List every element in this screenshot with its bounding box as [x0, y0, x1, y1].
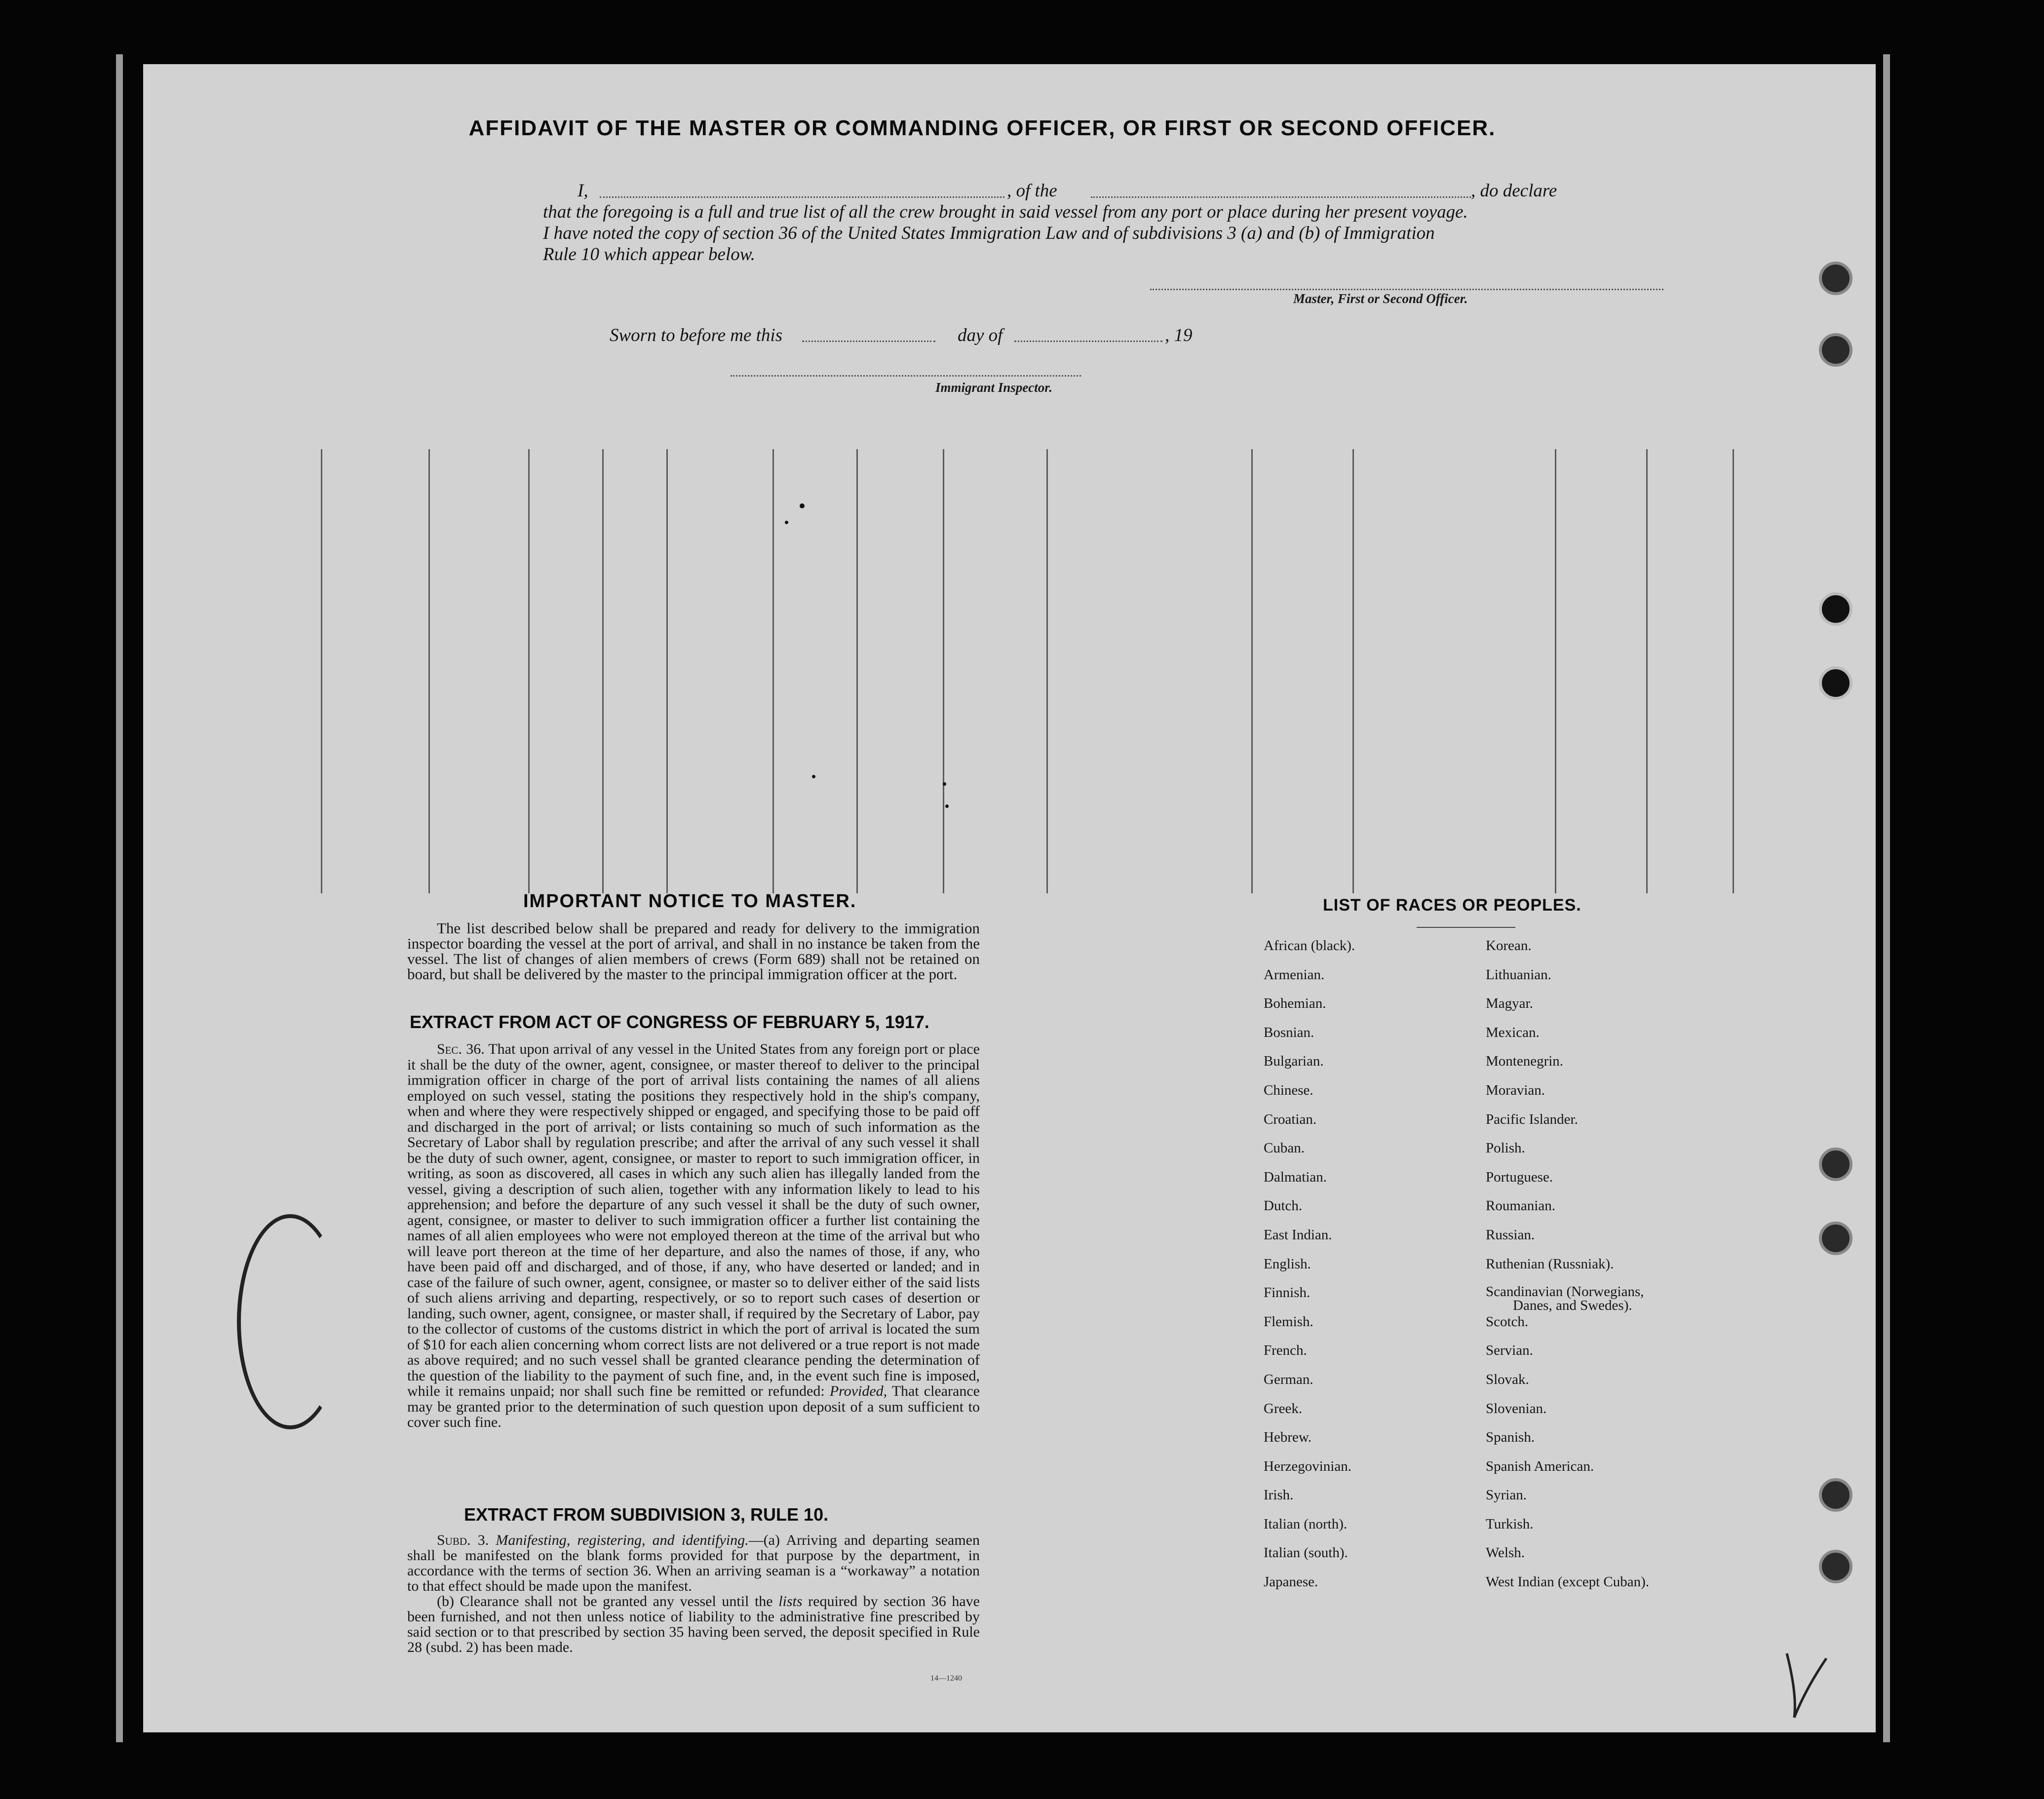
scan-speck: [943, 782, 946, 786]
table-rule: [666, 449, 668, 893]
race-item: Finnish.: [1264, 1285, 1311, 1301]
race-item: Scandinavian (Norwegians,: [1486, 1284, 1644, 1300]
table-rule: [321, 449, 322, 893]
subd-para-b-lists: lists: [778, 1593, 803, 1609]
binder-hole: [1819, 333, 1852, 367]
race-item: Syrian.: [1486, 1487, 1527, 1503]
race-item: Servian.: [1486, 1342, 1533, 1359]
table-rule: [1555, 449, 1556, 893]
race-item: Russian.: [1486, 1226, 1535, 1243]
section-36-body: That upon arrival of any vessel in the United States from any foreign port or place it shall be the duty of the owner, agent, consignee, or master thereof to deliver to the principal immigration officer in charge of the port of arrival lists containing the names of all aliens employed on such vessel, stating the positions they respectively hold in the ship's company, when and where they were respectively shipped or engaged, and specifying those to be paid off and discharged in the port of arrival; or lists containing so much of such information as the Secretary of Labor shall by regulation prescribe; and after the arrival of any such vessel it shall be the duty of such owner, agent, consignee, or master to report to such immigration officer, in writing, as soon as discovered, all cases in which any such alien has illegally landed from the vessel, giving a description of such alien, together with any information likely to lead to his apprehension; and before the departure of any such vessel it shall be the duty of such owner, agent, consignee, or master to deliver to such immigration officer a further list containing the names of all alien employees who were not employed thereon at the time of the arrival but who will leave port thereon at the time of her departure, and also the names of those, if any, who have been paid off and discharged, and of those, if any, who have deserted or landed; and in case of the failure of such owner, agent, consignee, or master so to deliver either of the said lists of such aliens arriving and departing, respectively, or so to report such cases of desertion or landing, such owner, agent, consignee, or master shall, if required by the Secretary of Labor, pay to the collector of customs of the customs district in which the port of arrival is located the sum of $10 for each alien concerning whom correct lists are not delivered or a true report is not made as above required; and no such vessel shall be granted clearance pending the determination of the question of the liability to the payment of such fine, and, in the event such fine is imposed, while it remains unpaid; nor shall such fine be remitted or refunded:: [407, 1041, 980, 1399]
race-item: Chinese.: [1264, 1082, 1313, 1098]
race-item: East Indian.: [1264, 1226, 1332, 1243]
binder-hole: [1819, 1148, 1852, 1181]
handwritten-mark: [1777, 1644, 1836, 1727]
table-rule: [1646, 449, 1648, 893]
race-item: Bohemian.: [1264, 995, 1326, 1012]
notice-body: The list described below shall be prepared and ready for delivery to the immigration inspector boarding the vessel at the port of arrival, and shall in no instance be taken from the vessel. The list of changes of alien members of crews (Form 689) shall not be retained on board, but shall be delivered by the master to the principal immigration officer at the port.: [407, 919, 980, 983]
table-rule: [1733, 449, 1734, 893]
table-rule: [856, 449, 858, 893]
inspector-signature-caption: Immigrant Inspector.: [935, 380, 1053, 395]
master-signature-blank[interactable]: [1150, 289, 1663, 290]
subd-para-a: —(a) Arriving and departing seamen shall be manifested on the blank forms provided for that purpose by the department, in accordance with the terms of section 36. When an arriving seaman is a “workaway” a notation to that effect should be made upon the manifest.: [407, 1532, 980, 1594]
race-item: Bulgarian.: [1264, 1053, 1324, 1070]
race-item-continued: Danes, and Swedes).: [1513, 1298, 1632, 1314]
table-rule: [1251, 449, 1253, 893]
master-signature-caption: Master, First or Second Officer.: [1293, 291, 1468, 306]
race-item: English.: [1264, 1256, 1311, 1272]
race-item: Turkish.: [1486, 1516, 1534, 1532]
binder-ring: [237, 1214, 344, 1429]
race-item: Croatian.: [1264, 1111, 1317, 1127]
race-item: Cuban.: [1264, 1140, 1305, 1156]
race-item: Magyar.: [1486, 995, 1533, 1012]
officer-name-blank[interactable]: [600, 196, 1004, 198]
race-item: French.: [1264, 1342, 1307, 1359]
notice-title: IMPORTANT NOTICE TO MASTER.: [523, 891, 857, 912]
race-item: Greek.: [1264, 1400, 1303, 1416]
binder-hole: [1819, 262, 1852, 295]
race-item: Moravian.: [1486, 1082, 1545, 1098]
race-item: Slovenian.: [1486, 1400, 1547, 1416]
race-item: Italian (south).: [1264, 1545, 1348, 1561]
scan-speck: [945, 804, 949, 808]
races-title-rule: [1417, 927, 1515, 928]
subd-label: Subd. 3.: [437, 1532, 489, 1548]
race-item: Ruthenian (Russniak).: [1486, 1256, 1614, 1272]
race-item: Montenegrin.: [1486, 1053, 1564, 1070]
race-item: Welsh.: [1486, 1545, 1525, 1561]
scanner-edge-left: [116, 54, 123, 1742]
scan-speck: [785, 521, 788, 524]
binder-hole: [1819, 1222, 1852, 1255]
race-item: Flemish.: [1264, 1313, 1313, 1330]
declaration-of-the: , of the: [1007, 181, 1057, 201]
race-item: Herzegovinian.: [1264, 1458, 1351, 1474]
section-36-end: That clearance may be granted prior to the determination of such question upon deposit of a sum sufficient to cover such fine.: [407, 1383, 980, 1430]
race-item: German.: [1264, 1371, 1313, 1387]
table-rule: [428, 449, 430, 893]
subd-para-b-start: (b) Clearance shall not be granted any vessel until the: [437, 1593, 773, 1609]
race-item: Mexican.: [1486, 1024, 1540, 1040]
act-extract-title: EXTRACT FROM ACT OF CONGRESS OF FEBRUARY 5, 1917.: [410, 1012, 929, 1032]
race-item: Polish.: [1486, 1140, 1525, 1156]
scanner-edge-right: [1883, 54, 1890, 1742]
race-item: Spanish American.: [1486, 1458, 1594, 1474]
race-item: Slovak.: [1486, 1371, 1529, 1387]
declaration-name-prefix: I,: [578, 181, 588, 201]
races-column-right: [1486, 938, 1649, 1603]
table-rule: [943, 449, 944, 893]
race-item: Scotch.: [1486, 1313, 1529, 1330]
race-item: Armenian.: [1264, 966, 1325, 983]
race-item: African (black).: [1264, 938, 1355, 954]
subd-heading: Manifesting, registering, and identifying.: [496, 1532, 749, 1548]
affidavit-title: AFFIDAVIT OF THE MASTER OR COMMANDING OFFICER, OR FIRST OR SECOND OFFICER.: [468, 116, 1496, 140]
race-item: Portuguese.: [1486, 1169, 1553, 1185]
sworn-day-blank[interactable]: [802, 341, 935, 342]
race-item: Spanish.: [1486, 1429, 1535, 1446]
race-item: Dutch.: [1264, 1198, 1303, 1214]
races-column-left: [1264, 938, 1355, 1603]
binder-hole: [1819, 1550, 1852, 1583]
declaration-line-2: that the foregoing is a full and true list of all the crew brought in said vessel from any port or place during her present voyage.: [543, 202, 1468, 222]
race-item: Lithuanian.: [1486, 966, 1551, 983]
race-item: West Indian (except Cuban).: [1486, 1574, 1650, 1590]
document-page: [143, 64, 1876, 1732]
race-item: Italian (north).: [1264, 1516, 1348, 1532]
section-36-label: Sec. 36.: [437, 1041, 485, 1057]
binder-hole: [1819, 592, 1852, 626]
table-rule: [602, 449, 604, 893]
day-of-label: day of: [958, 325, 1003, 345]
scan-speck: [800, 503, 805, 508]
section-36-provided: Provided,: [829, 1383, 887, 1399]
scan-speck: [812, 775, 815, 778]
table-rule: [1352, 449, 1354, 893]
sworn-label: Sworn to before me this: [610, 325, 783, 345]
table-rule: [528, 449, 530, 893]
sworn-month-blank[interactable]: [1014, 341, 1162, 342]
race-item: Roumanian.: [1486, 1198, 1555, 1214]
form-number: 14—1240: [930, 1674, 962, 1683]
subdivision-3-text: [407, 1532, 980, 1655]
declaration-do-declare: , do declare: [1471, 181, 1557, 201]
rule-extract-title: EXTRACT FROM SUBDIVISION 3, RULE 10.: [464, 1504, 829, 1525]
race-item: Japanese.: [1264, 1574, 1318, 1590]
race-item: Irish.: [1264, 1487, 1294, 1503]
section-36-text: [407, 1041, 980, 1430]
subd-para-b-end: required by section 36 have been furnished, and not then unless notice of liability to the administrative fine prescribed by said section or to that prescribed by section 35 having been served, the deposit specified in Rule 28 (subd. 2) has been made.: [407, 1593, 980, 1655]
race-item: Korean.: [1486, 938, 1532, 954]
vessel-name-blank[interactable]: [1091, 196, 1471, 198]
declaration-line-3: I have noted the copy of section 36 of the United States Immigration Law and of subdivisions 3 (a) and (b) of Immigration: [543, 223, 1435, 243]
table-rule: [1046, 449, 1048, 893]
sworn-year-label: , 19: [1165, 325, 1193, 345]
binder-hole: [1819, 666, 1852, 700]
race-item-scandinavian: [1486, 1285, 1649, 1314]
race-item: Pacific Islander.: [1486, 1111, 1578, 1127]
race-item: Bosnian.: [1264, 1024, 1314, 1040]
binder-hole: [1819, 1478, 1852, 1512]
race-item: Hebrew.: [1264, 1429, 1312, 1446]
declaration-line-4: Rule 10 which appear below.: [543, 244, 755, 265]
races-title: LIST OF RACES OR PEOPLES.: [1323, 896, 1581, 915]
race-item: Dalmatian.: [1264, 1169, 1327, 1185]
table-rule: [772, 449, 774, 893]
inspector-signature-blank[interactable]: [731, 375, 1081, 377]
